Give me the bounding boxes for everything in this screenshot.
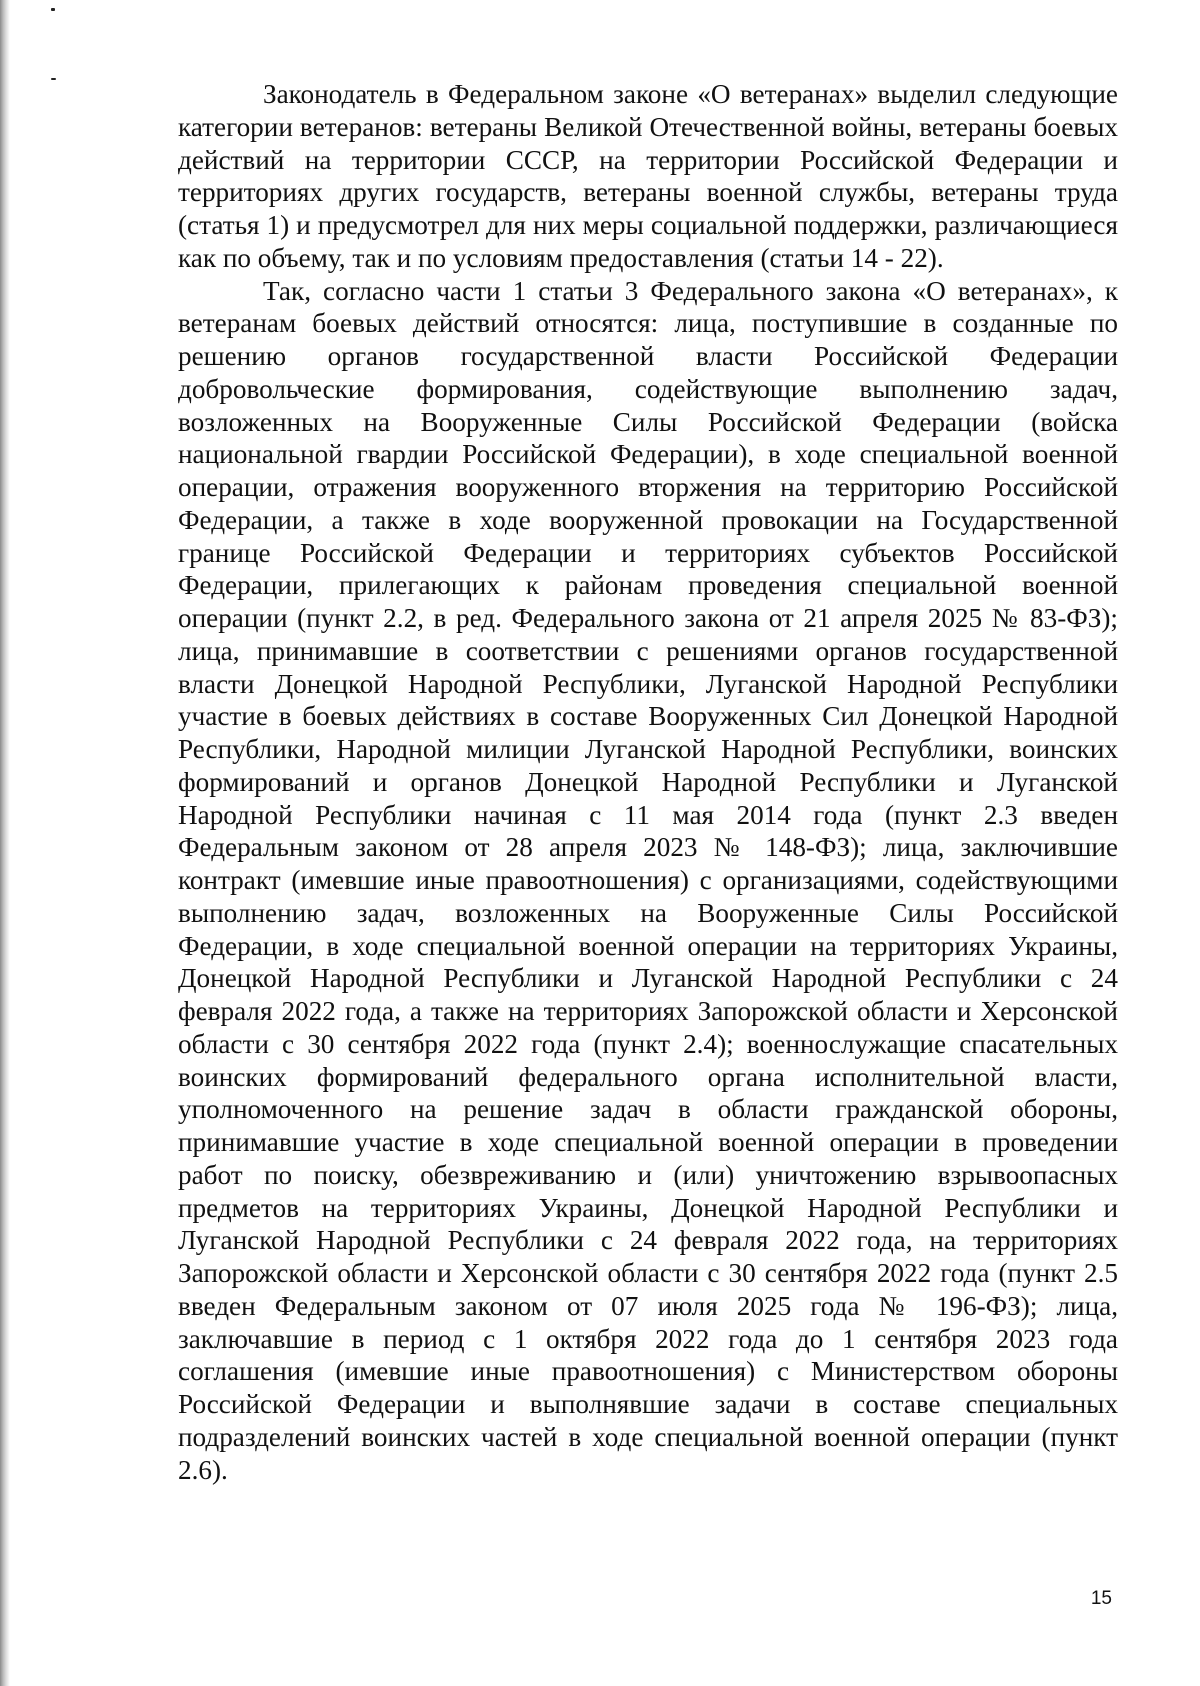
scan-speck	[51, 8, 55, 11]
scan-speck	[51, 78, 56, 80]
paragraph: Законодатель в Федеральном законе «О ветеранах» выделил следующие категории ветеранов: ветераны Великой Отечественной войны, ветераны боевых действий на территории СССР, на территории Российской Федерации и территориях других государств, ветераны военной службы, ветераны труда (статья 1) и предусмотрел для них меры социальной поддержки, различающиеся как по объему, так и по условиям предоставления (статьи 14 - 22).	[178, 79, 1118, 273]
document-body	[178, 78, 1118, 1486]
paragraph: Так, согласно части 1 статьи 3 Федерального закона «О ветеранах», к ветеранам боевых действий относятся: лица, поступившие в созданные по решению органов государственной власти Российской Федерации добровольческие формирования, содействующие выполнению задач, возложенных на Вооруженные Силы Российской Федерации (войска национальной гвардии Российской Федерации), в ходе специальной военной операции, отражения вооруженного вторжения на территорию Российской Федерации, а также в ходе вооруженной провокации на Государственной границе Российской Федерации и территориях субъектов Российской Федерации, прилегающих к районам проведения специальной военной операции (пункт 2.2, в ред. Федерального закона от 21 апреля 2025 № 83-ФЗ); лица, принимавшие в соответствии с решениями органов государственной власти Донецкой Народной Республики, Луганской Народной Республики участие в боевых действиях в составе Вооруженных Сил Донецкой Народной Республики, Народной милиции Луганской Народной Республики, воинских формирований и органов Донецкой Народной Республики и Луганской Народной Республики начиная с 11 мая 2014 года (пункт 2.3 введен Федеральным законом от 28 апреля 2023 № 148-ФЗ); лица, заключившие контракт (имевшие иные правоотношения) с организациями, содействующими выполнению задач, возложенных на Вооруженные Силы Российской Федерации, в ходе специальной военной операции на территориях Украины, Донецкой Народной Республики и Луганской Народной Республики с 24 февраля 2022 года, а также на территориях Запорожской области и Херсонской области с 30 сентября 2022 года (пункт 2.4); военнослужащие спасательных воинских формирований федерального органа исполнительной власти, уполномоченного на решение задач в области гражданской обороны, принимавшие участие в ходе специальной военной операции в проведении работ по поиску, обезвреживанию и (или) уничтожению взрывоопасных предметов на территориях Украины, Донецкой Народной Республики и Луганской Народной Республики с 24 февраля 2022 года, на территориях Запорожской области и Херсонской области с 30 сентября 2022 года (пункт 2.5 введен Федеральным законом от 07 июля 2025 года № 196-ФЗ); лица, заключавшие в период с 1 октября 2022 года до 1 сентября 2023 года соглашения (имевшие иные правоотношения) с Министерством обороны Российской Федерации и выполнявшие задачи в составе специальных подразделений воинских частей в ходе специальной военной операции (пункт 2.6).	[178, 275, 1118, 1485]
page-number: 15	[1090, 1588, 1112, 1609]
scan-edge-shadow	[0, 0, 10, 1686]
